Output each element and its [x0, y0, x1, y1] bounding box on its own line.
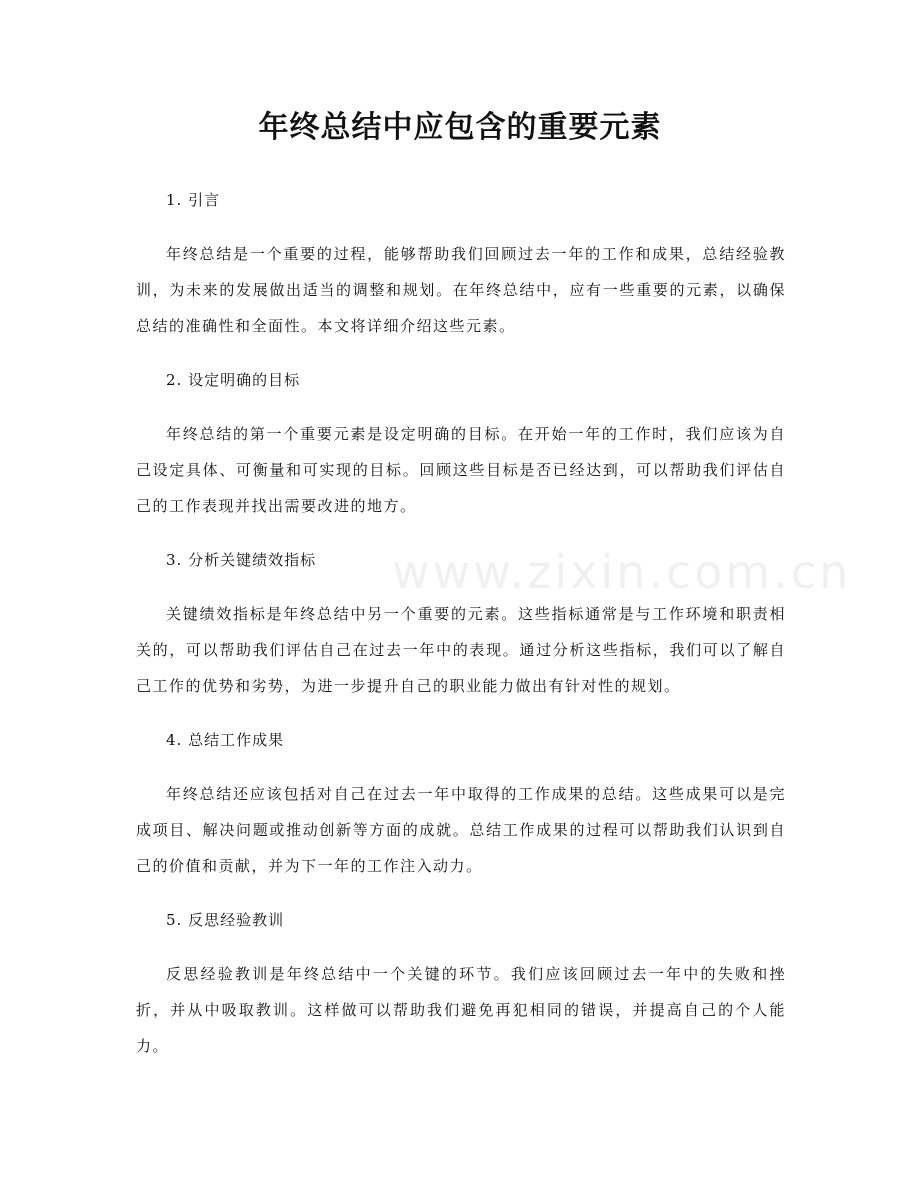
section-paragraph-intro: 年终总结是一个重要的过程，能够帮助我们回顾过去一年的工作和成果，总结经验教训，为未来的发展做出适当的调整和规划。在年终总结中，应有一些重要的元素，以确保总结的准确性和全面性。本文将详细介绍这些元素。 [136, 245, 786, 335]
document-title: 年终总结中应包含的重要元素 [258, 110, 662, 145]
section-paragraph-goals: 年终总结的第一个重要元素是设定明确的目标。在开始一年的工作时，我们应该为自己设定具体、可衡量和可实现的目标。回顾这些目标是否已经达到，可以帮助我们评估自己的工作表现并找出需要改进的地方。 [136, 425, 786, 515]
section-heading-goals: 2. 设定明确的目标 [166, 371, 301, 389]
section-paragraph-results: 年终总结还应该包括对自己在过去一年中取得的工作成果的总结。这些成果可以是完成项目、解决问题或推动创新等方面的成就。总结工作成果的过程可以帮助我们认识到自己的价值和贡献，并为下一年的工作注入动力。 [136, 785, 786, 875]
section-paragraph-kpi: 关键绩效指标是年终总结中另一个重要的元素。这些指标通常是与工作环境和职责相关的，可以帮助我们评估自己在过去一年中的表现。通过分析这些指标，我们可以了解自己工作的优势和劣势，为进一步提升自己的职业能力做出有针对性的规划。 [136, 605, 786, 695]
section-heading-intro: 1. 引言 [166, 191, 221, 209]
section-heading-results: 4. 总结工作成果 [166, 731, 285, 749]
watermark: www.zixin.com.cn [392, 545, 852, 599]
section-heading-lessons: 5. 反思经验教训 [166, 911, 285, 929]
document-body [136, 182, 786, 1082]
section-heading-kpi: 3. 分析关键绩效指标 [166, 551, 317, 569]
section-paragraph-lessons: 反思经验教训是年终总结中一个关键的环节。我们应该回顾过去一年中的失败和挫折，并从中吸取教训。这样做可以帮助我们避免再犯相同的错误，并提高自己的个人能力。 [136, 965, 786, 1055]
